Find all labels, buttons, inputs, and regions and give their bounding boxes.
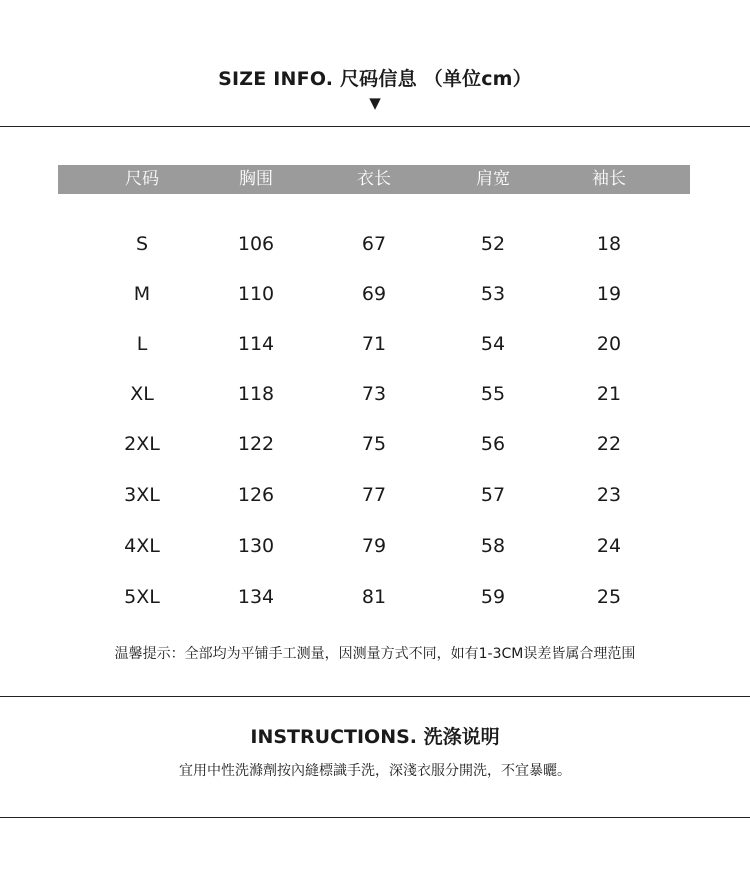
table-row xyxy=(0,582,750,612)
cell-chest: 122 xyxy=(237,433,275,455)
cell-chest: 130 xyxy=(237,535,275,557)
cell-chest: 114 xyxy=(237,333,275,355)
cell-size: XL xyxy=(130,383,154,405)
cell-shoulder: 55 xyxy=(480,383,506,405)
cell-shoulder: 52 xyxy=(480,233,506,255)
cell-shoulder: 57 xyxy=(480,484,506,506)
header-sleeve: 袖长 xyxy=(592,169,626,189)
cell-size: 5XL xyxy=(124,586,160,608)
cell-size: 2XL xyxy=(124,433,160,455)
header-chest: 胸围 xyxy=(239,169,273,189)
cell-chest: 110 xyxy=(237,283,275,305)
divider-top xyxy=(0,126,750,127)
measurement-note: 温馨提示：全部均为平铺手工测量，因测量方式不同，如有1-3CM误差皆属合理范围 xyxy=(114,646,636,662)
table-row xyxy=(0,229,750,259)
cell-sleeve: 18 xyxy=(596,233,622,255)
cell-size: L xyxy=(136,333,148,355)
divider-middle xyxy=(0,696,750,697)
cell-sleeve: 23 xyxy=(596,484,622,506)
table-row xyxy=(0,329,750,359)
cell-sleeve: 24 xyxy=(596,535,622,557)
table-row xyxy=(0,480,750,510)
divider-bottom xyxy=(0,817,750,818)
cell-sleeve: 20 xyxy=(596,333,622,355)
cell-shoulder: 59 xyxy=(480,586,506,608)
cell-chest: 134 xyxy=(237,586,275,608)
cell-size: S xyxy=(135,233,149,255)
instructions-text: 宜用中性洗滌劑按內縫標識手洗，深淺衣服分開洗，不宜暴曬。 xyxy=(179,763,571,779)
cell-sleeve: 22 xyxy=(596,433,622,455)
cell-chest: 118 xyxy=(237,383,275,405)
table-row xyxy=(0,429,750,459)
cell-sleeve: 25 xyxy=(596,586,622,608)
cell-shoulder: 54 xyxy=(480,333,506,355)
cell-length: 79 xyxy=(361,535,387,557)
cell-shoulder: 58 xyxy=(480,535,506,557)
cell-length: 75 xyxy=(361,433,387,455)
cell-chest: 126 xyxy=(237,484,275,506)
table-row xyxy=(0,379,750,409)
size-info-title: SIZE INFO. 尺码信息 （单位cm） xyxy=(218,68,532,90)
cell-shoulder: 53 xyxy=(480,283,506,305)
cell-length: 73 xyxy=(361,383,387,405)
cell-size: 3XL xyxy=(124,484,160,506)
cell-sleeve: 19 xyxy=(596,283,622,305)
cell-length: 71 xyxy=(361,333,387,355)
header-length: 衣长 xyxy=(357,169,391,189)
cell-shoulder: 56 xyxy=(480,433,506,455)
cell-length: 77 xyxy=(361,484,387,506)
header-size: 尺码 xyxy=(125,169,159,189)
header-shoulder: 肩宽 xyxy=(476,169,510,189)
cell-chest: 106 xyxy=(237,233,275,255)
cell-size: M xyxy=(133,283,151,305)
cell-length: 67 xyxy=(361,233,387,255)
cell-length: 81 xyxy=(361,586,387,608)
table-row xyxy=(0,531,750,561)
cell-length: 69 xyxy=(361,283,387,305)
instructions-title: INSTRUCTIONS. 洗涤说明 xyxy=(250,726,500,748)
down-arrow-icon: ▼ xyxy=(369,94,381,112)
cell-sleeve: 21 xyxy=(596,383,622,405)
size-table-header xyxy=(58,165,690,194)
table-row xyxy=(0,279,750,309)
cell-size: 4XL xyxy=(124,535,160,557)
